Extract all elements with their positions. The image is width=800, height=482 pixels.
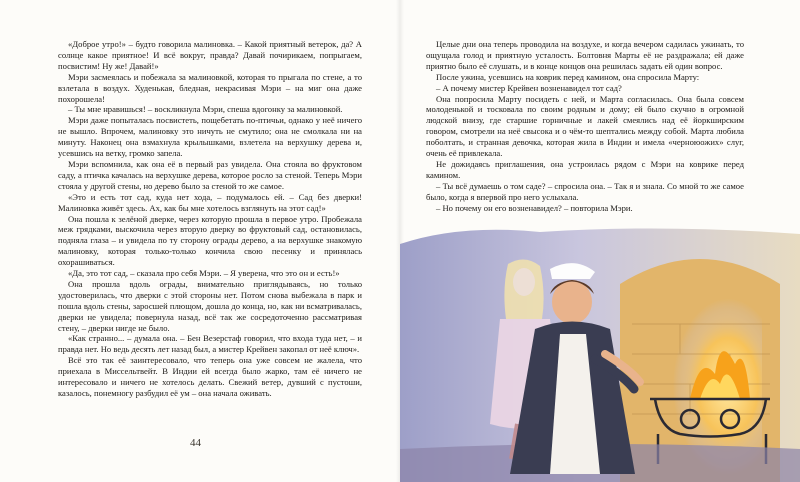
- paragraph: Она прошла вдоль ограды, внимательно приглядываясь, но только удостоверилась, что дверки с этой стороны нет. Потом снова выбежала в парк и пошла вдоль стены, заросшей плющом, дошла до конца, но, как ни всматривалась, дверки не увидела; повернула назад, всё так же сосредоточенно рассматривая стену, – дверки нигде не было.: [58, 278, 362, 333]
- paragraph: Мэри засмеялась и побежала за малиновкой, которая то прыгала по стене, а то взлетала в воздух. Худенькая, бледная, некрасивая Мэри – на миг она даже похорошела!: [58, 71, 362, 104]
- paragraph: Всё это так её заинтересовало, что теперь она уже совсем не жалела, что приехала в Миссельтвейт. В Индии ей всегда было жарко, там её ничего не интересовало и ничего не хотелось делать. Свежий ветер, дувший с пустоши, казалось, понемногу разбудил её ум – она начала оживать.: [58, 355, 362, 398]
- right-page: [400, 0, 800, 482]
- page-number: 44: [190, 437, 201, 449]
- paragraph: Мэри вспомнила, как она её в первый раз увидела. Она стояла во фруктовом саду, а птичка качалась на верхушке дерева, которое росло за стеной. Теперь Мэри стояла у другой стены, но дерево было за стеной то же самое.: [58, 158, 362, 191]
- paragraph: Она пошла к зелёной дверке, через которую прошла в первое утро. Пробежала меж грядками, выскочила через вторую дверку во фруктовый сад, остановилась, подняла глаза – и увидела по ту сторону ограды дерево, а на верхушке знакомую малиновку, которая только-только кончила свою песенку и принялась охорашиваться.: [58, 213, 362, 268]
- paragraph: – Ты мне нравишься! – воскликнула Мэри, спеша вдогонку за малиновкой.: [68, 104, 343, 115]
- paragraph: Мэри даже попыталась посвистеть, пощебетать по-птичьи, однако у неё ничего не вышло. Впрочем, малиновку это ничуть не смутило; она не смолкала ни на минуту. Наконец она взмахнула крылышками, взлетела на верхушку дерева и, усевшись на ветку, громко запела.: [58, 115, 362, 159]
- paragraph: Не дожидаясь приглашения, она устроилась рядом с Мэри на коврике перед камином.: [426, 158, 744, 180]
- fireplace-illustration: [400, 224, 800, 482]
- paragraph: – А почему мистер Крейвен возненавидел тот сад?: [436, 82, 622, 93]
- illustration-svg: [400, 224, 800, 482]
- paragraph: «Как странно... – думала она. – Бен Везерстаф говорил, что входа туда нет, – и правда нет. Но ведь десять лет назад был, а мистер Крейвен закопал от неё ключ».: [58, 333, 362, 355]
- paragraph: «Да, это тот сад, – сказала про себя Мэри. – Я уверена, что это он и есть!»: [68, 268, 340, 279]
- left-text-column: [58, 39, 362, 399]
- right-text-column: [426, 39, 744, 214]
- paragraph: «Доброе утро!» – будто говорила малиновка. – Какой приятный ветерок, да? А солнце какое приятное! И всё вокруг, правда? Давай почирикаем, попрыгаем, посвистим! Ну же! Давай!»: [58, 39, 362, 71]
- paragraph: – Ты всё думаешь о том саде? – спросила она. – Так я и знала. Со мной то же самое было, когда я впервой про него услыхала.: [426, 180, 744, 202]
- paragraph: Целые дни она теперь проводила на воздухе, и когда вечером садилась ужинать, то ощущала голод и приятную усталость. Болтовня Марты её не раздражала; ей даже приятно было её слушать, и в конце концов она решилась задать ей один вопрос.: [426, 39, 744, 71]
- paragraph: «Это и есть тот сад, куда нет хода, – подумалось ей. – Сад без дверки! Малиновка живёт здесь. Ах, как бы мне хотелось взглянуть на этот сад!»: [58, 191, 362, 213]
- paragraph: После ужина, усевшись на коврик перед камином, она спросила Марту:: [436, 71, 700, 82]
- paragraph: Она попросила Марту посидеть с ней, и Марта согласилась. Она была совсем молоденькой и тосковала по своим родным и дому; ей было скучно в огромной людской внизу, где старшие горничные и лакей смеялись над её йоркширским говором, смотрели на неё свысока и о чём-то шептались между собой. Марта любила поболтать, и странная девочка, которая жила в Индии и имела «черноюожих» слуг, очень её привлекала.: [426, 93, 744, 159]
- paragraph: – Но почему он его возненавидел? – повторила Мэри.: [436, 202, 633, 213]
